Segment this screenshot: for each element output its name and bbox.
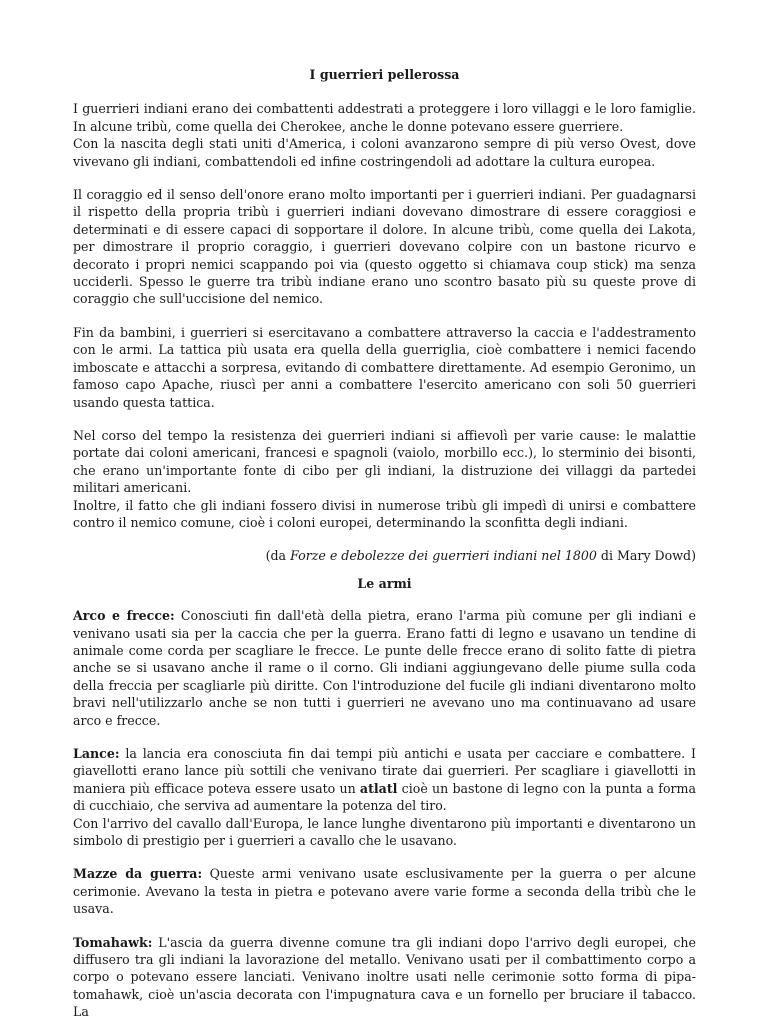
paragraph-colonists: Con la nascita degli stati uniti d'America, i coloni avanzarono sempre di più verso Ovest, dove vivevano gli indiani, combattendoli ed infine costringendoli ad adottare la cultura europea. xyxy=(73,136,696,169)
paragraph-training: Fin da bambini, i guerrieri si esercitavano a combattere attraverso la caccia e l'addestramento con le armi. La tattica più usata era quella della guerriglia, cioè combattere i nemici facendo imboscate e attacchi a sorpresa, evitando di combattere direttamente. Ad esempio Geronimo, un famoso capo Apache, riuscì per anni a combattere l'esercito americano con soli 50 guerrieri usando questa tattica. xyxy=(73,324,696,410)
weapon-term: Lance: xyxy=(73,746,120,761)
weapon-term: Arco e frecce: xyxy=(73,608,175,624)
paragraph-intro: I guerrieri indiani erano dei combattenti addestrati a proteggere i loro villaggi e le loro famiglie. In alcune tribù, come quella dei Cherokee, anche le donne potevano essere guerriere. xyxy=(73,101,696,134)
weapon-term: Tomahawk: xyxy=(73,934,153,950)
weapon-arco xyxy=(73,607,696,729)
weapon-lance xyxy=(73,745,696,815)
source-prefix: (da xyxy=(265,548,291,564)
weapons-heading: Le armi xyxy=(357,575,412,591)
weapon-tomahawk xyxy=(73,934,696,1021)
weapon-term: Mazze da guerra: xyxy=(73,866,203,882)
source-citation xyxy=(73,547,696,564)
paragraph-decline: Nel corso del tempo la resistenza dei guerrieri indiani si affievolì per varie cause: le malattie portate dai coloni americani, francesi e spagnoli (vaiolo, morbillo ecc.), lo sterminio dei bisonti, che erano un'importante fonte di cibo per gli indiani, la distruzione dei villaggi da partedei militari americani. xyxy=(73,427,696,496)
atlatl-term: atlatl xyxy=(359,780,398,796)
paragraph-courage: Il coraggio ed il senso dell'onore erano molto importanti per i guerrieri indiani. Per guadagnarsi il rispetto della propria tribù i guerrieri indiani dovevano dimostrare di essere coraggiosi e determinati e di essere capaci di sopportare il dolore. In alcune tribù, come quella dei Lakota, per dimostrare il proprio coraggio, i guerrieri dovevano colpire con un bastone ricurvo e decorato i propri nemici scappando poi via (questo oggetto si chiamava coup stick) ma senza ucciderli. Spesso le guerre tra tribù indiane erano uno scontro basato più su queste prove di coraggio che sull'uccisione del nemico. xyxy=(73,187,696,307)
weapon-description: Conosciuti fin dall'età della pietra, erano l'arma più comune per gli indiani e venivano usati sia per la caccia che per la guerra. Erano fatti di legno e usavano un tendine di animale come corda per scagliare le frecce. Le punte delle frecce erano di solito fatte di pietra anche se si usavano anche il rame o il corno. Gli indiani aggiungevano delle piume sulla coda della freccia per scagliarle più diritte. Con l'introduzione del fucile gli indiani diventarono molto bravi nell'utilizzarlo anche se non tutti i guerrieri ne avevano uno ma continuavano ad usare arco e frecce. xyxy=(73,608,696,728)
weapon-description: Queste armi venivano usate esclusivamente per la guerra o per alcune cerimonie. Avevano la testa in pietra e potevano avere varie forme a seconda della tribù che le usava. xyxy=(73,866,696,917)
weapon-description: cioè un bastone di legno con la punta a forma di cucchiaio, che serviva ad aumentare la potenza del tiro. xyxy=(73,780,696,814)
weapon-mazze xyxy=(73,865,696,917)
source-author: di Mary Dowd) xyxy=(596,548,696,564)
weapon-lance-horses: Con l'arrivo del cavallo dall'Europa, le lance lunghe diventarono più importanti e diventarono un simbolo di prestigio per i guerrieri a cavallo che le usavano. xyxy=(73,815,696,849)
weapon-description: L'ascia da guerra divenne comune tra gli indiani dopo l'arrivo degli europei, che diffusero tra gli indiani la lavorazione del metallo. Venivano usati per il combattimento corpo a corpo o potevano essere lanciati. Venivano inoltre usati nelle cerimonie sotto forma di pipa-tomahawk, cioè un'ascia decorata con l'impugnatura cava e un fornello per bruciare il tabacco. La xyxy=(73,934,696,1020)
paragraph-defeat: Inoltre, il fatto che gli indiani fossero divisi in numerose tribù gli impedì di unirsi e combattere contro il nemico comune, cioè i coloni europei, determinando la sconfitta degli indiani. xyxy=(73,497,696,530)
document-title: I guerrieri pellerossa xyxy=(309,67,460,82)
weapon-description: la lancia era conosciuta fin dai tempi più antichi e usata per cacciare e combattere. I giavellotti erano lance più sottili che venivano tirate dai guerrieri. Per scagliare i giavellotti in maniera più efficace poteva essere usato un xyxy=(73,746,696,796)
source-work-title: Forze e debolezze dei guerrieri indiani nel 1800 xyxy=(290,548,597,564)
